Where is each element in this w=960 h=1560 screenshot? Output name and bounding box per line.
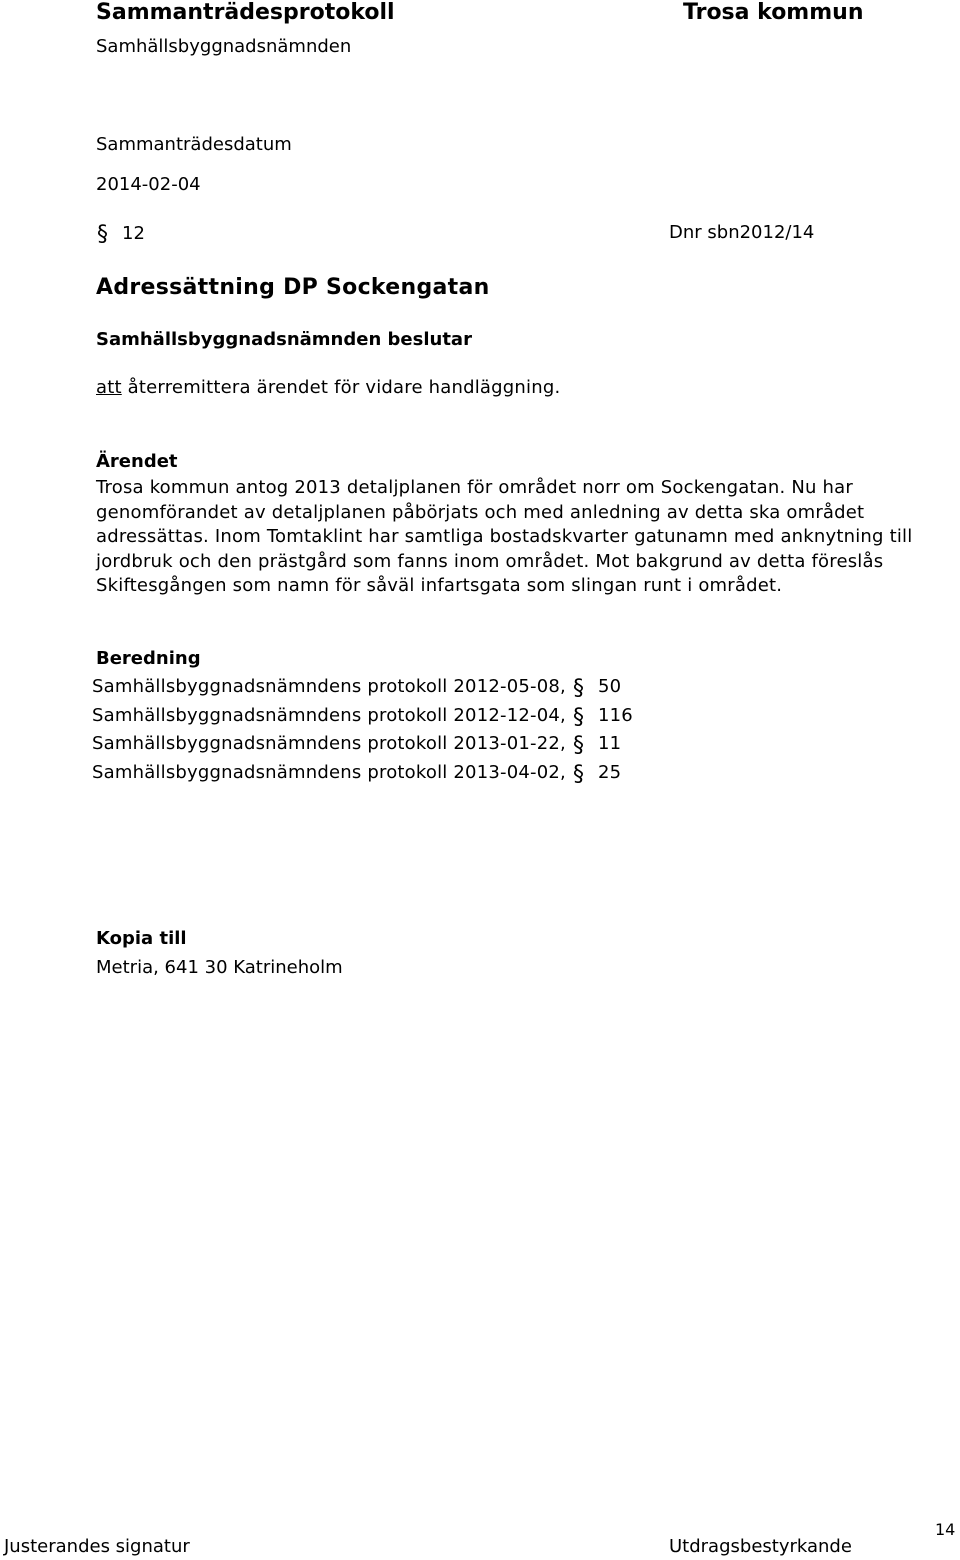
- decision-heading: Samhällsbyggnadsnämnden beslutar: [96, 329, 472, 350]
- preparation-list: [92, 673, 633, 787]
- committee-name: Samhällsbyggnadsnämnden: [96, 36, 352, 57]
- svg-text:§: §: [572, 761, 585, 786]
- decision-text: [96, 377, 560, 398]
- section-sign-icon: [572, 760, 588, 786]
- att-word: att: [96, 377, 122, 398]
- preparation-heading: Beredning: [96, 648, 201, 669]
- list-item: Samhällsbyggnadsnämndens protokoll 2013-04-02, § 25: [92, 761, 622, 786]
- footer-signature-label: Justerandes signatur: [4, 1536, 190, 1557]
- svg-text:§: §: [572, 733, 585, 758]
- copy-recipient: Metria, 641 30 Katrineholm: [96, 957, 343, 978]
- section-sign-icon: [572, 731, 588, 757]
- copy-heading: Kopia till: [96, 928, 187, 949]
- item-number-row: [96, 220, 145, 246]
- meeting-date: 2014-02-04: [96, 174, 201, 195]
- svg-text:§: §: [572, 676, 585, 701]
- list-item: Samhällsbyggnadsnämndens protokoll 2012-12-04, § 116: [92, 704, 633, 729]
- item-number: 12: [122, 222, 145, 244]
- decision-body: återremittera ärendet för vidare handläggning.: [127, 377, 561, 398]
- meeting-date-label: Sammanträdesdatum: [96, 134, 292, 155]
- section-sign-icon: [572, 674, 588, 700]
- case-title: Adressättning DP Sockengatan: [96, 275, 490, 300]
- document-type: Sammanträdesprotokoll: [96, 0, 395, 25]
- case-heading: Ärendet: [96, 451, 178, 472]
- svg-text:§: §: [572, 704, 585, 729]
- footer-certification-label: Utdragsbestyrkande: [669, 1536, 852, 1557]
- section-sign-icon: [572, 703, 588, 729]
- svg-text:§: §: [97, 222, 108, 246]
- section-sign-icon: [96, 220, 112, 246]
- case-body: Trosa kommun antog 2013 detaljplanen för området norr om Sockengatan. Nu har genomförandet av detaljplanen påbörjats och med anledning av detta ska området adressättas. Inom Tomtaklint har samtliga bostadskvarter gatunamn med anknytning till jordbruk och den prästgård som fanns inom området. Mot bakgrund av detta föreslås Skiftesgången som namn för såväl infartsgata som slingan runt i området.: [96, 477, 913, 596]
- list-item: Samhällsbyggnadsnämndens protokoll 2012-05-08, § 50: [92, 676, 622, 701]
- organization-name: Trosa kommun: [683, 0, 864, 25]
- case-dnr: Dnr sbn2012/14: [669, 222, 815, 243]
- page-number: 14: [935, 1520, 956, 1539]
- list-item: Samhällsbyggnadsnämndens protokoll 2013-01-22, § 11: [92, 733, 622, 758]
